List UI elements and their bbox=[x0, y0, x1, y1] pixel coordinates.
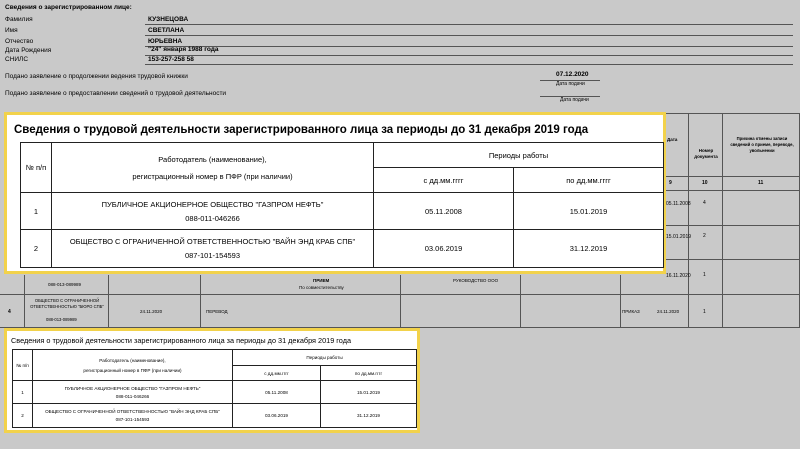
row-employer bbox=[52, 230, 374, 268]
table-row bbox=[13, 404, 417, 428]
col-employer-line1: Работодатель (наименование), bbox=[99, 357, 166, 363]
col-to-header: по дд.мм.гггг bbox=[514, 168, 664, 193]
col-employer-header bbox=[52, 143, 374, 193]
col-periods-header: Периоды работы bbox=[374, 143, 664, 168]
row-num: 2 bbox=[21, 230, 52, 268]
row-employer-name: ПУБЛИЧНОЕ АКЦИОНЕРНОЕ ОБЩЕСТВО "ГАЗПРОМ НЕФТЬ" bbox=[64, 385, 201, 391]
col-employer-header bbox=[33, 350, 233, 381]
row-employer-name: ОБЩЕСТВО С ОГРАНИЧЕННОЙ ОТВЕТСТВЕННОСТЬЮ "ВАЙН ЭНД КРАБ СПБ" bbox=[69, 237, 356, 246]
bg-row4-num: 1 bbox=[703, 309, 706, 315]
right-header: Причина отмены записи сведений о приеме, переводе, увольнении bbox=[730, 136, 794, 153]
date-caption-1: Дата подачи bbox=[556, 81, 585, 87]
col-employer-line2: регистрационный номер в ПФР (при наличии) bbox=[132, 171, 293, 181]
bg-row-head: РУКОВОДСТВО ООО bbox=[453, 278, 499, 283]
value-name: СВЕТЛАНА bbox=[148, 27, 185, 34]
col-from-header: с дд.мм.гггг bbox=[233, 366, 321, 381]
col-num-doc: Номер документа bbox=[694, 148, 718, 159]
row-employer-pfr: 087-101-154593 bbox=[115, 417, 150, 422]
value-surname: КУЗНЕЦОВА bbox=[148, 16, 189, 23]
value-patronymic: ЮРЬЕВНА bbox=[148, 38, 183, 45]
col-from-header: с дд.мм.гггг bbox=[374, 168, 514, 193]
bg-row1-date: 05.11.2008 bbox=[666, 201, 691, 207]
date-caption-2: Дата подачи bbox=[560, 97, 589, 103]
bg-row4-doc: ПРИКАЗ bbox=[622, 309, 640, 314]
bg-row4-pfr: 088-013-089989 bbox=[46, 317, 77, 322]
col-to-header: по дд.мм.гггг bbox=[321, 366, 417, 381]
row-employer-name: ОБЩЕСТВО С ОГРАНИЧЕННОЙ ОТВЕТСТВЕННОСТЬЮ "ВАЙН ЭНД КРАБ СПБ" bbox=[45, 409, 220, 414]
bg-row4-date: 24.11.2020 bbox=[140, 309, 163, 314]
value-snils: 153-257-258 58 bbox=[148, 56, 194, 63]
bg-row4-no: 4 bbox=[8, 309, 11, 315]
row-date-to: 31.12.2019 bbox=[514, 230, 664, 268]
row-employer-pfr: 088-011-046266 bbox=[115, 393, 150, 399]
row-employer bbox=[52, 193, 374, 230]
bg-row3-num: 1 bbox=[703, 272, 706, 278]
row-date-from: 05.11.2008 bbox=[233, 381, 321, 404]
bg-row4-doc-date: 24.11.2020 bbox=[657, 309, 680, 314]
col-employer-line1: Работодатель (наименование), bbox=[158, 154, 267, 164]
row-num: 1 bbox=[21, 193, 52, 230]
bg-row3-date: 16.11.2020 bbox=[666, 273, 691, 279]
row-num: 2 bbox=[13, 404, 33, 428]
row-date-to: 15.01.2019 bbox=[514, 193, 664, 230]
large-table-title: Сведения о трудовой деятельности зарегистрированного лица за периоды до 31 декабря 2019 года bbox=[14, 124, 589, 136]
col-num-header: № п/п bbox=[21, 143, 52, 193]
bg-row2-num: 2 bbox=[703, 233, 706, 239]
col-employer-line2: регистрационный номер в ПФР (при наличии) bbox=[83, 367, 182, 373]
label-patronymic: Отчество bbox=[5, 38, 34, 45]
row-date-to: 15.01.2019 bbox=[321, 381, 417, 404]
bg-row-action-sub: По совместительству bbox=[299, 285, 344, 290]
col-num-11: 11 bbox=[758, 180, 764, 186]
label-surname: Фамилия bbox=[5, 16, 33, 23]
row-employer-name: ПУБЛИЧНОЕ АКЦИОНЕРНОЕ ОБЩЕСТВО "ГАЗПРОМ НЕФТЬ" bbox=[101, 199, 324, 209]
row-num: 1 bbox=[13, 381, 33, 404]
row-date-to: 31.12.2019 bbox=[321, 404, 417, 428]
col-periods-header: Периоды работы bbox=[233, 350, 417, 366]
row-employer bbox=[33, 404, 233, 428]
row-date-from: 03.06.2019 bbox=[374, 230, 514, 268]
bg-row-pfr: 088-013-089989 bbox=[48, 282, 82, 287]
table-row bbox=[21, 193, 664, 230]
label-snils: СНИЛС bbox=[5, 56, 29, 63]
bg-row2-date: 15.01.2019 bbox=[666, 234, 692, 240]
small-table-title: Сведения о трудовой деятельности зарегистрированного лица за периоды до 31 декабря 2019 года bbox=[11, 336, 352, 345]
row-date-from: 03.06.2019 bbox=[233, 404, 321, 428]
bg-row1-num: 4 bbox=[703, 200, 706, 206]
small-periods-table bbox=[12, 349, 417, 428]
continue-date: 07.12.2020 bbox=[556, 71, 589, 78]
person-heading: Сведения о зарегистрированном лице: bbox=[5, 4, 132, 11]
highlighted-table-card-large bbox=[4, 112, 666, 274]
table-row bbox=[21, 230, 664, 268]
bg-row-action: ПРИЕМ bbox=[313, 278, 330, 283]
col-num-9: 9 bbox=[669, 180, 672, 186]
continue-book-text: Подано заявление о продолжении ведения трудовой книжки bbox=[5, 73, 188, 80]
row-employer-pfr: 088-011-046266 bbox=[185, 213, 240, 223]
large-periods-table bbox=[20, 142, 664, 268]
highlighted-table-card-small bbox=[4, 328, 420, 433]
provide-info-text: Подано заявление о предоставлении сведений о трудовой деятельности bbox=[5, 90, 227, 97]
bg-row4-action: ПЕРЕВОД bbox=[206, 309, 228, 314]
col-num-header: № п/п bbox=[13, 350, 33, 381]
label-name: Имя bbox=[5, 27, 18, 34]
row-employer bbox=[33, 381, 233, 404]
label-birthdate: Дата Рождения bbox=[5, 47, 52, 54]
col-num-10: 10 bbox=[702, 180, 708, 186]
row-employer-pfr: 087-101-154593 bbox=[184, 251, 241, 260]
bg-row4-employer: ОБЩЕСТВО С ОГРАНИЧЕННОЙ ОТВЕТСТВЕННОСТЬЮ "БЮРО СПБ" bbox=[30, 298, 104, 309]
value-birthdate: "24" января 1988 года bbox=[148, 46, 219, 53]
row-date-from: 05.11.2008 bbox=[374, 193, 514, 230]
table-row bbox=[13, 381, 417, 404]
col-date-doc: Дата bbox=[667, 137, 678, 142]
